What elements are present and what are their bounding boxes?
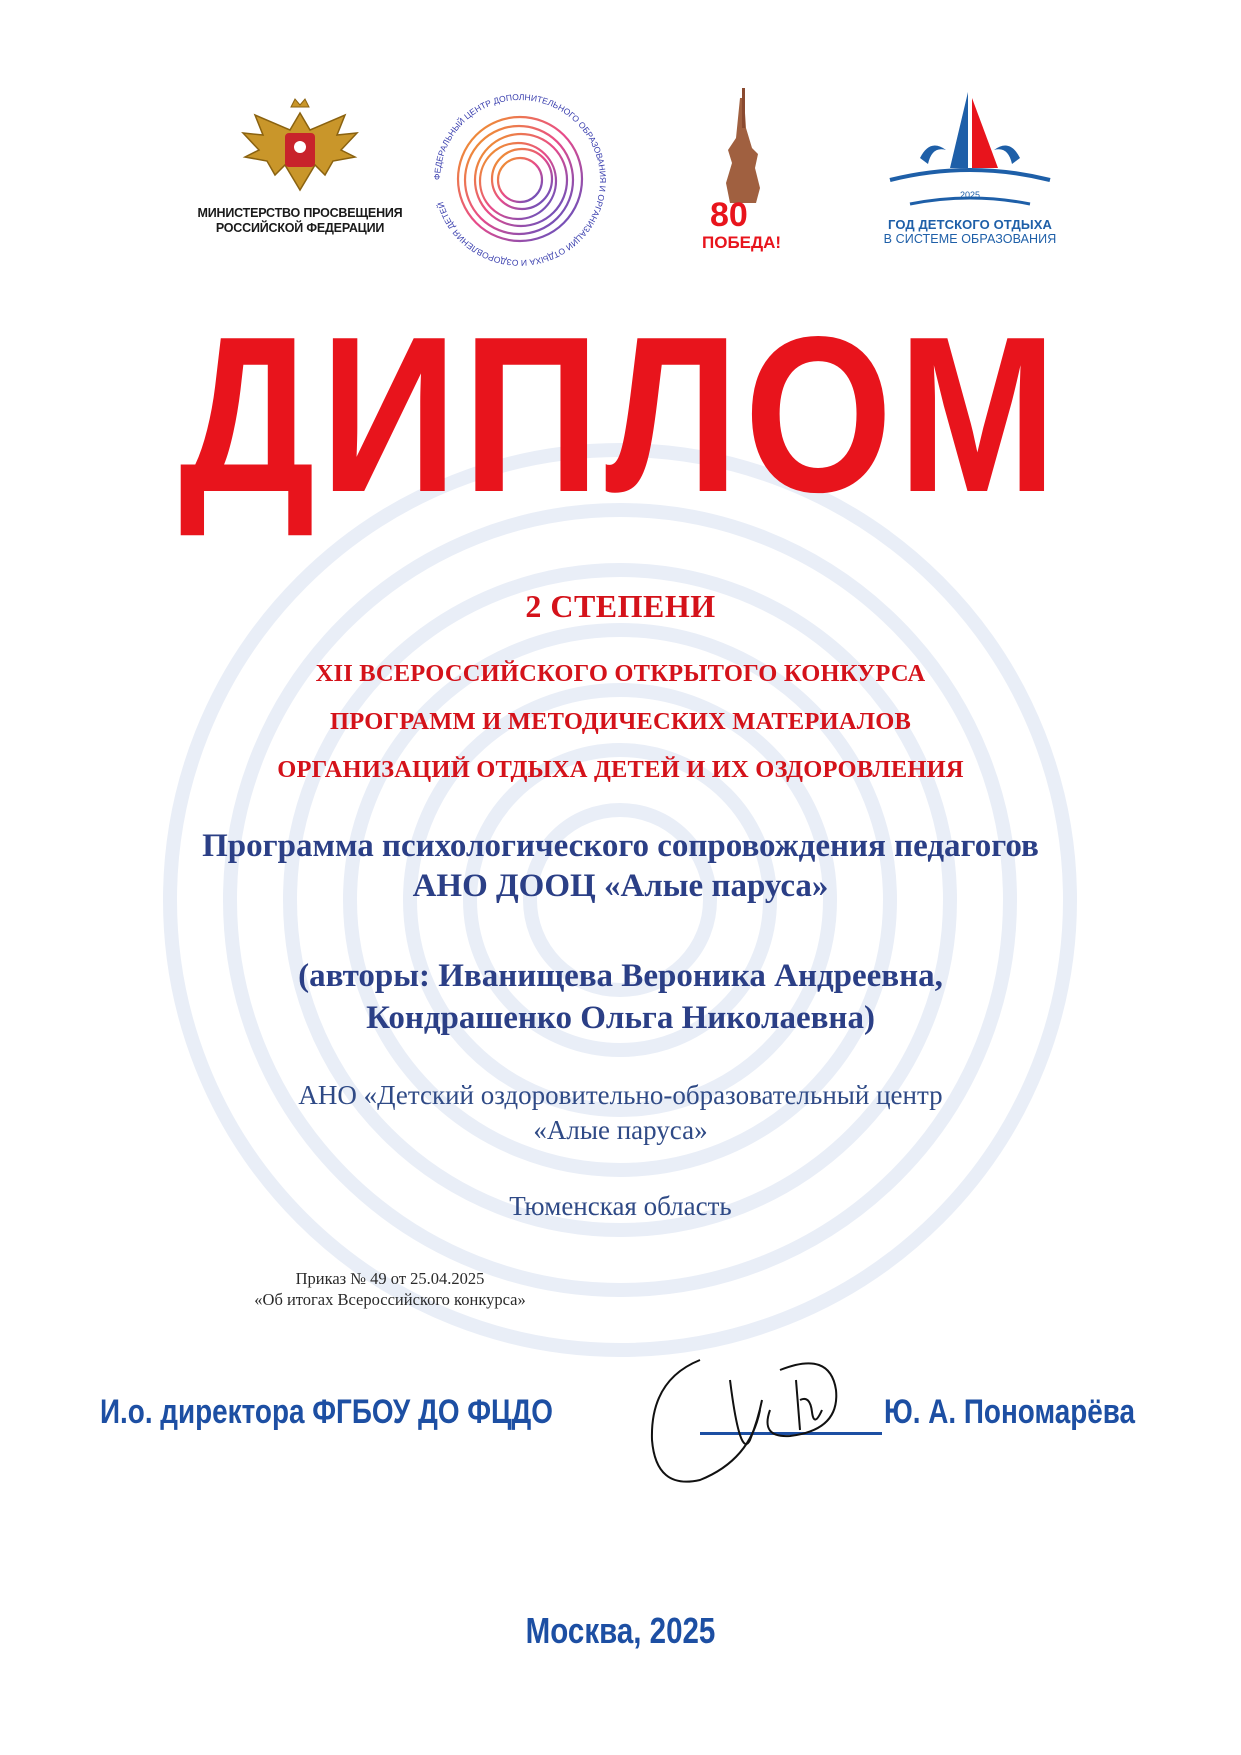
victory-text: ПОБЕДА! bbox=[702, 233, 782, 252]
organization-line1: АНО «Детский оздоровительно-образовательный центр bbox=[298, 1080, 943, 1110]
contest-line3: ОРГАНИЗАЦИЙ ОТДЫХА ДЕТЕЙ И ИХ ОЗДОРОВЛЕНИЯ bbox=[277, 756, 964, 783]
order-line2: «Об итогах Всероссийского конкурса» bbox=[254, 1290, 526, 1309]
fcdo-ring-text: ФЕДЕРАЛЬНЫЙ ЦЕНТР ДОПОЛНИТЕЛЬНОГО ОБРАЗОВАНИЯ И ОРГАНИЗАЦИИ ОТДЫХА И ОЗДОРОВЛЕНИЯ ДЕТЕЙ bbox=[431, 91, 609, 269]
signer-name: Ю. А. Пономарёва bbox=[884, 1393, 1136, 1431]
authors-line1: (авторы: Иванищева Вероника Андреевна, bbox=[298, 958, 943, 994]
year-caption-line1: ГОД ДЕТСКОГО ОТДЫХА bbox=[888, 217, 1052, 232]
ministry-logo bbox=[180, 95, 420, 265]
year-caption-line2: В СИСТЕМЕ ОБРАЗОВАНИЯ bbox=[883, 232, 1057, 246]
order-reference bbox=[180, 1268, 600, 1310]
contest-name bbox=[0, 650, 1241, 794]
signer-position: И.о. директора ФГБОУ ДО ФЦДО bbox=[100, 1393, 553, 1431]
contest-line2: ПРОГРАММ И МЕТОДИЧЕСКИХ МАТЕРИАЛОВ bbox=[329, 708, 911, 735]
fcdo-logo bbox=[430, 90, 610, 270]
diploma-title: ДИПЛОМ bbox=[179, 291, 1062, 539]
place-and-year: Москва, 2025 bbox=[525, 1610, 716, 1651]
signature-graphic bbox=[640, 1340, 880, 1510]
program-line1: Программа психологического сопровождения педагогов bbox=[202, 828, 1039, 864]
organization bbox=[0, 1078, 1241, 1148]
program-line2: АНО ДООЦ «Алые паруса» bbox=[412, 868, 829, 904]
ministry-caption-line1: МИНИСТЕРСТВО ПРОСВЕЩЕНИЯ bbox=[197, 206, 403, 220]
year-of-rest-logo bbox=[870, 88, 1070, 268]
order-line1: Приказ № 49 от 25.04.2025 bbox=[295, 1269, 485, 1288]
eagle-emblem-icon bbox=[235, 95, 365, 200]
sail-emblem-icon bbox=[880, 88, 1060, 208]
organization-line2: «Алые паруса» bbox=[533, 1115, 708, 1145]
authors-line2: Кондрашенко Ольга Николаевна) bbox=[366, 1000, 875, 1036]
region: Тюменская область bbox=[509, 1191, 732, 1221]
victory-80-logo bbox=[700, 88, 790, 268]
year-badge: 2025 bbox=[959, 190, 981, 200]
program-title bbox=[0, 826, 1241, 906]
victory-number: 80 bbox=[710, 196, 748, 234]
ministry-caption-line2: РОССИЙСКОЙ ФЕДЕРАЦИИ bbox=[215, 221, 385, 235]
authors bbox=[0, 955, 1241, 1039]
contest-line1: XII ВСЕРОССИЙСКОГО ОТКРЫТОГО КОНКУРСА bbox=[315, 660, 926, 687]
diploma-degree: 2 СТЕПЕНИ bbox=[525, 588, 716, 624]
